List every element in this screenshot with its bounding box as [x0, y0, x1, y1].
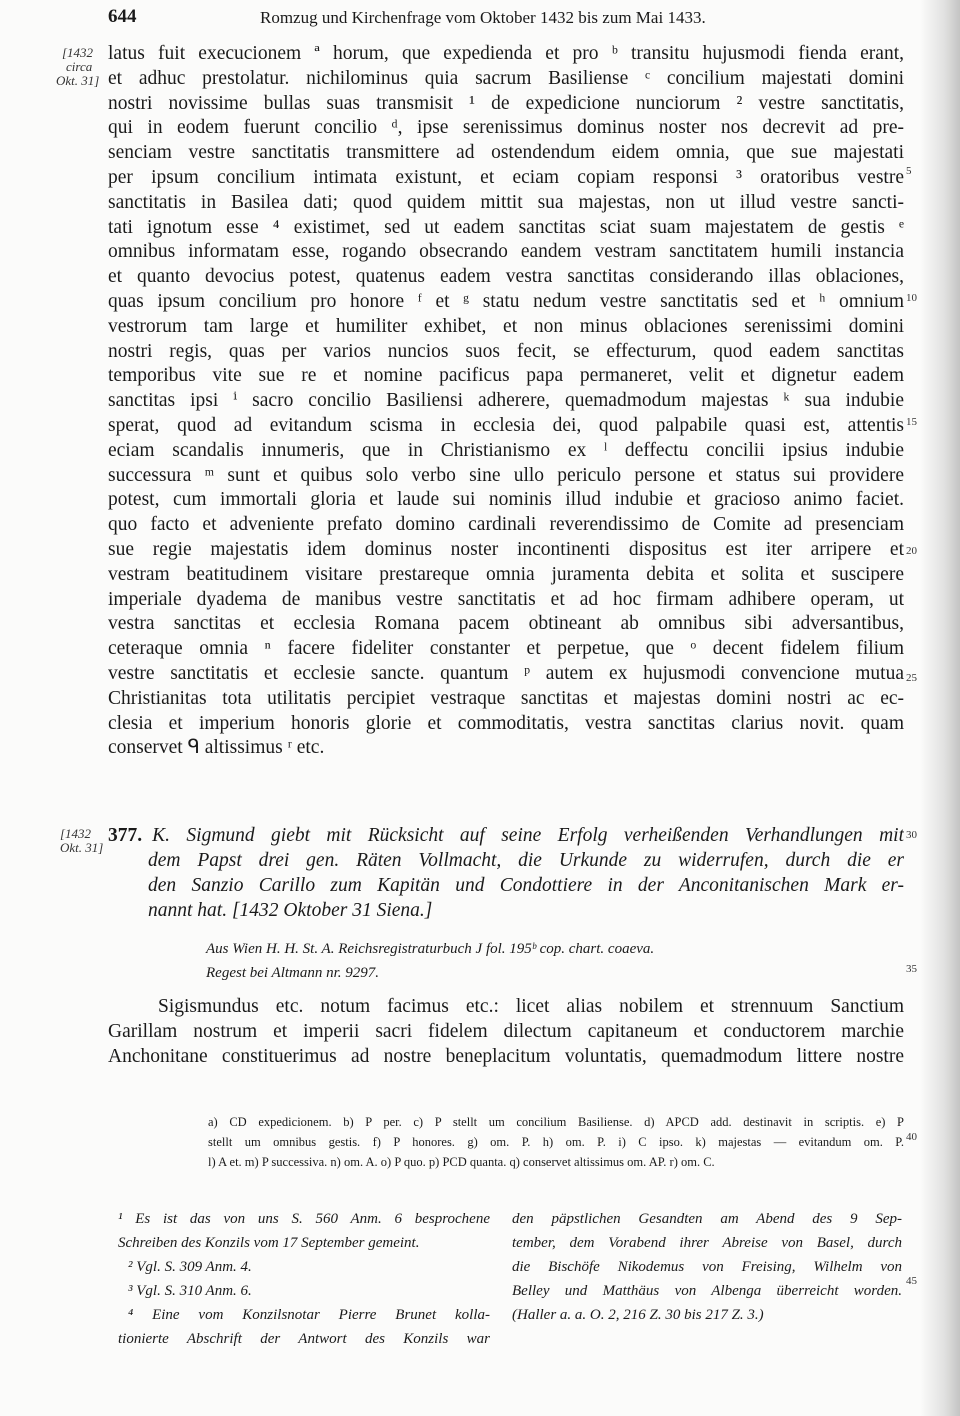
document-summary-line: dem Papst drei gen. Räten Vollmacht, die Urkunde zu widerrufen, durch die er — [148, 850, 904, 871]
body-line: sanctitatis in Basilea dati; quod quidem mittit sua majestas, non ut illud vestre sancti- — [108, 191, 904, 213]
document-text — [108, 995, 904, 1069]
footnote-line: ³ Vgl. S. 310 Anm. 6. — [128, 1283, 252, 1299]
body-line: nostri novissime bullas suas transmisit ¹ de expedicione nunciorum ² vestre sanctitatis, — [108, 92, 904, 114]
document-heading — [108, 823, 904, 923]
page-edge-shadow — [920, 0, 960, 1416]
body-line: temporibus vite sue re et nomine pacificus papa permaneret, velit et dignetur eadem — [108, 365, 904, 387]
line-number: 20 — [906, 545, 917, 557]
document-summary-line: K. Sigmund giebt mit Rücksicht auf seine Erfolg verheißenden Verhandlungen mit — [152, 825, 904, 846]
margin-date-first: [1432 circa Okt. 31] — [56, 45, 100, 88]
body-line: tati ignotum esse ⁴ existimet, sed ut eadem sanctitas sciat suam majestatem de gestis ᵉ — [108, 216, 904, 238]
margin-date-second: [1432 Okt. 31] — [60, 826, 104, 855]
body-line: clesia et imperium honoris glorie et commoditatis, vestra sanctitas clarius novit. quam — [108, 712, 904, 734]
line-number: 30 — [906, 829, 917, 841]
document-summary-line: den Sanzio Carillo zum Kapitän und Condottiere in der Anconitanischen Mark er- — [148, 875, 904, 896]
source-line: Regest bei Altmann nr. 9297. — [206, 965, 380, 981]
line-number: 5 — [906, 165, 912, 177]
footnote-line: tionierte Abschrift der Antwort des Konzils war — [118, 1331, 490, 1347]
line-number: 45 — [906, 1275, 917, 1287]
body-line: vestrorum tam large et humiliter exhibet, et non minus oblaciones serenissimi domini — [108, 315, 904, 337]
line-number: 15 — [906, 416, 917, 428]
document-summary-line: nannt hat. [1432 Oktober 31 Siena.] — [148, 900, 433, 921]
body-line: vestram beatitudinem visitare prestareque omnia juramenta debita et solita et suscipere — [108, 563, 904, 585]
body-line: vestre sanctitatis et ecclesie sancte. quantum ᵖ autem ex hujusmodi convencione mutua — [108, 662, 904, 684]
document-text-line: Anchonitane constituerimus ad nostre beneplacitum voluntatis, quemadmodum littere nostre — [108, 1045, 904, 1067]
body-line: Christianitas tota utilitatis percipiet vestraque sanctitas et majestas domini nostri ac ec- — [108, 687, 904, 709]
body-line: latus fuit execucionem ª horum, que expedienda et pro ᵇ transitu hujusmodi fienda erant, — [108, 43, 904, 64]
body-line: per ipsum concilium intimata existunt, et eciam copiam responsi ³ oratoribus vestre — [108, 166, 904, 188]
body-line: potest, cum immortali gloria et laude sui nominis illud indubie et gracioso animo faciet. — [108, 489, 904, 511]
document-number: 377. — [108, 825, 143, 846]
body-line: quo facto et adveniente prefato domino cardinali reverendissimo de Comite ad presenciam — [108, 514, 904, 536]
line-number: 10 — [906, 292, 917, 304]
document-text-line: Sigismundus etc. notum facimus etc.: licet alias nobilem et strennuum Sanctium — [158, 996, 904, 1017]
line-number: 35 — [906, 963, 917, 975]
body-line: omnibus informatam esse, rogando obsecrando eandem vestram sanctitatem humili instancia — [108, 241, 904, 263]
footnote-line: (Haller a. a. O. 2, 216 Z. 30 bis 217 Z. 3.) — [512, 1307, 764, 1323]
body-line: et quanto devocius potest, quatenus eadem vestra sanctitas considerando illas oblaciones, — [108, 266, 904, 288]
line-number: 25 — [906, 672, 917, 684]
variant-line: a) CD expedicionem. b) P per. c) P stellt um concilium Basiliense. d) APCD add. destinavit in scriptis. e) P — [208, 1115, 904, 1129]
footnote-line: ¹ Es ist das von uns S. 560 Anm. 6 besprochene — [118, 1211, 490, 1227]
body-line: qui in eodem fuerunt concilio ᵈ, ipse serenissimus dominus noster nos decrevit ad pre- — [108, 117, 904, 139]
footnote-line: Schreiben des Konzils vom 17 September gemeint. — [118, 1235, 420, 1251]
line-number: 40 — [906, 1131, 917, 1143]
running-head — [108, 6, 908, 30]
body-line: sue regie majestatis idem dominus noster incontinenti dispositus est iter arripere et — [108, 538, 904, 560]
body-line: sanctitas ipsi ⁱ sacro concilio Basiliensi adherere, quemadmodum majestas ᵏ sua indubie — [108, 390, 904, 412]
running-title: Romzug und Kirchenfrage vom Oktober 1432 bis zum Mai 1433. — [260, 8, 706, 27]
body-line: senciam vestre sanctitatis transmittere ad ostendendum eidem omnia, que sue majestati — [108, 142, 904, 164]
page-number: 644 — [108, 6, 137, 27]
footnote-line: die Bischöfe Nikodemus von Freising, Wilhelm von — [512, 1259, 902, 1275]
body-line: conservet ᑫ altissimus ʳ etc. — [108, 737, 325, 759]
source-line: Aus Wien H. H. St. A. Reichsregistraturbuch J fol. 195ᵇ cop. chart. coaeva. — [206, 941, 655, 957]
body-line: sperat, quod ad evitandum scisma in ecclesia dei, quod palpabile quasi est, attentis — [108, 414, 904, 436]
body-line: vestra sanctitas et ecclesia Romana pacem obtineant ab omnibus sibi adversantibus, — [108, 613, 904, 635]
body-line: et adhuc prestolatur. nichilominus quia sacrum Basiliense ᶜ concilium majestati domini — [108, 67, 904, 89]
variant-apparatus — [208, 1112, 904, 1172]
footnote-line: ⁴ Eine vom Konzilsnotar Pierre Brunet kolla- — [128, 1307, 490, 1323]
footnote-line: den päpstlichen Gesandten am Abend des 9 Sep- — [512, 1211, 902, 1227]
body-line: eciam scandalis innumeris, que in Christianismo ex ˡ deffectu concilii ipsius indubie — [108, 439, 904, 461]
body-line: quas ipsum concilium pro honore ᶠ et ᵍ statu nedum vestre sanctitatis sed et ʰ omnium — [108, 290, 904, 312]
footnote-line: ² Vgl. S. 309 Anm. 4. — [128, 1259, 252, 1275]
footnote-line: Belley und Matthäus von Albenga überreicht worden. — [512, 1283, 902, 1299]
variant-line: l) A et. m) P successiva. n) om. A. o) P quo. p) PCD quanta. q) conservet altissimus om. AP. r) om. C. — [208, 1155, 715, 1169]
variant-line: stellt um omnibus gestis. f) P honores. g) om. P. h) om. P. i) C ipso. k) majestas — evitandum om. P. — [208, 1135, 904, 1149]
document-text-line: Garillam nostrum et imperii sacri fidelem dilectum capitaneum et conductorem marchie — [108, 1020, 904, 1042]
body-line: nostri regis, quas per varios nuncios suos fecit, se effecturum, quod eadem sanctitas — [108, 340, 904, 362]
footnotes-left-column — [118, 1207, 490, 1351]
document-source — [206, 937, 654, 985]
footnotes-right-column — [512, 1207, 902, 1327]
body-line: successura ᵐ sunt et quibus solo verbo sine ullo periculo persone et status sui providere — [108, 464, 904, 486]
footnote-line: tember, dem Vorabend ihrer Abreise von Basel, durch — [512, 1235, 902, 1251]
body-text — [108, 42, 904, 761]
body-line: ceteraque omnia ⁿ facere fideliter constanter et perpetue, que ᵒ decent fidelem filium — [108, 638, 904, 660]
body-line: imperiale dyadema de manibus vestre sanctitatis et ad hoc firmam adhibere operam, ut — [108, 588, 904, 610]
